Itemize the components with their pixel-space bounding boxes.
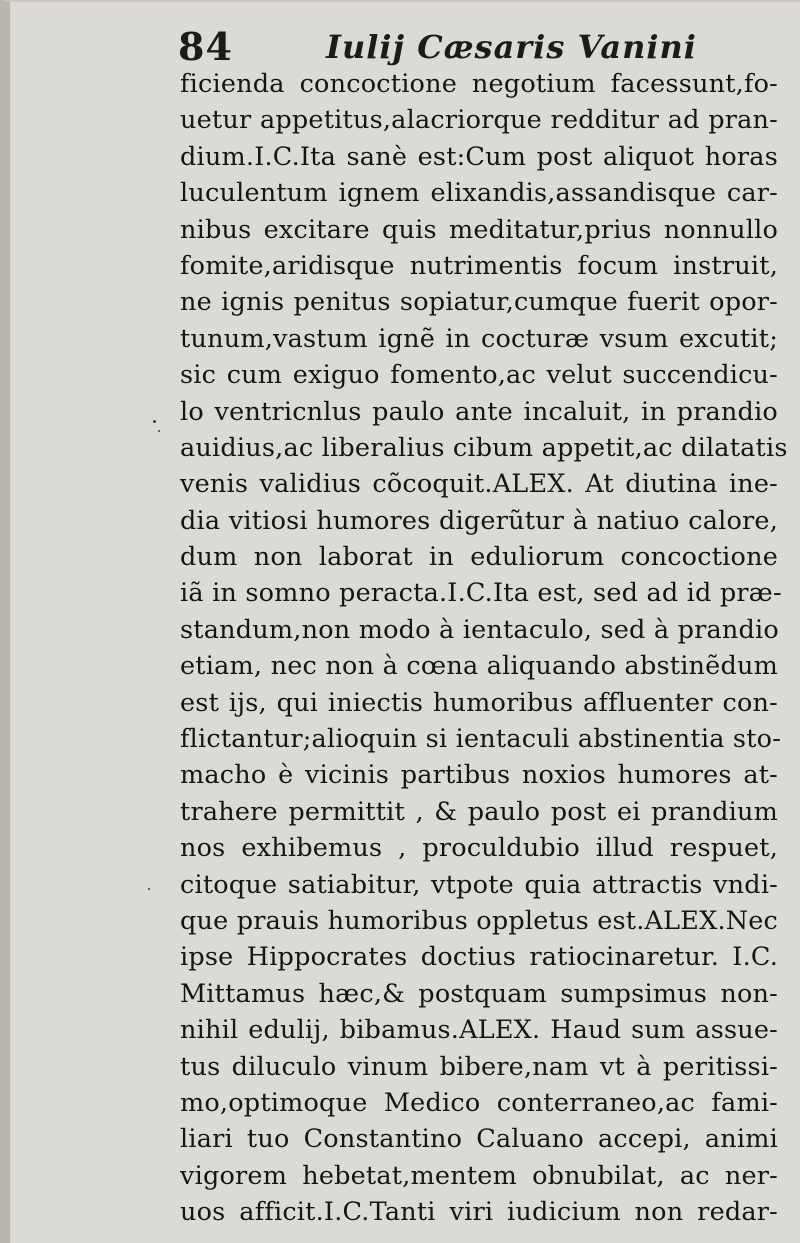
text-line: standum,non modo à ientaculo, sed à prandio: [180, 614, 779, 645]
text-line: iã in somno peracta.I.C.Ita est, sed ad id præ-: [180, 578, 782, 609]
text-line: Mittamus hæc,& postquam sumpsimus non-: [180, 978, 778, 1009]
text-line: citoque satiabitur, vtpote quia attractis vndi-: [180, 869, 778, 900]
text-line: dia vitiosi humores digerũtur à natiuo calore,: [180, 505, 778, 536]
paper-speck: [158, 430, 160, 432]
page-number: 84: [178, 24, 233, 69]
text-line: lo ventricnlus paulo ante incaluit, in prandio: [180, 396, 778, 427]
text-line: sic cum exiguo fomento,ac velut succendicu-: [180, 360, 778, 391]
text-line: nihil edulij, bibamus.ALEX. Haud sum assue-: [180, 1015, 778, 1046]
text-line: ne ignis penitus sopiatur,cumque fuerit opor-: [180, 287, 778, 318]
text-line: venis validius cõcoquit.ALEX. At diutina ine-: [180, 469, 778, 500]
paper-speck: [148, 888, 150, 890]
text-line: dium.I.C.Ita sanè est:Cum post aliquot horas: [180, 141, 778, 172]
text-line: auidius,ac liberalius cibum appetit,ac dilatatis: [180, 432, 788, 463]
text-line: luculentum ignem elixandis,assandisque car-: [180, 178, 778, 209]
running-head: Iulij Cæsaris Vanini: [326, 28, 697, 66]
text-line: mo,optimoque Medico conterraneo,ac fami-: [180, 1087, 778, 1118]
text-line: tunum,vastum ignẽ in cocturæ vsum excutit;: [180, 323, 778, 354]
text-line: fomite,aridisque nutrimentis focum instruit,: [180, 250, 778, 281]
text-line: vigorem hebetat,mentem obnubilat, ac ner-: [180, 1160, 778, 1191]
text-line: liari tuo Constantino Caluano accepi, animi: [180, 1124, 778, 1155]
text-line: etiam, nec non à cœna aliquando abstinẽdum: [180, 651, 778, 682]
paper-speck: [153, 420, 156, 423]
text-line: macho è vicinis partibus noxios humores at-: [180, 760, 778, 791]
text-line: est ijs, qui iniectis humoribus affluenter con-: [180, 687, 778, 718]
text-line: ficienda concoctione negotium facessunt,fo-: [180, 69, 778, 99]
text-line: uetur appetitus,alacriorque redditur ad pran-: [180, 105, 778, 136]
text-line: trahere permittit , & paulo post ei prandium: [180, 796, 778, 827]
text-line: dum non laborat in eduliorum concoctione: [180, 542, 778, 573]
text-line: flictantur;alioquin si ientaculi abstinentia sto-: [180, 724, 782, 755]
text-line: nos exhibemus , proculdubio illud respuet,: [180, 833, 778, 864]
text-line: ipse Hippocrates doctius ratiocinaretur. I.C.: [180, 942, 778, 973]
text-line: tus diluculo vinum bibere,nam vt à peritissi-: [180, 1051, 778, 1082]
text-line: uos afficit.I.C.Tanti viri iudicium non redar-: [180, 1197, 778, 1228]
text-line: que prauis humoribus oppletus est.ALEX.Nec: [180, 905, 779, 936]
text-line: nibus excitare quis meditatur,prius nonnullo: [180, 214, 778, 245]
body-text: [180, 66, 788, 1231]
